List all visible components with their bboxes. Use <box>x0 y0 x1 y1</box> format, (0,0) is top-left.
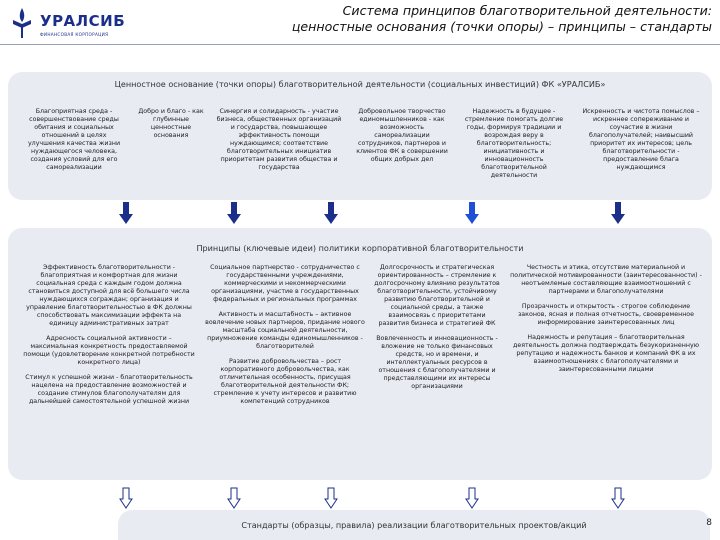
values-heading: Ценностное основание (точки опоры) благотворительной деятельности (социальных инвестиций) ФК «УРАЛСИБ» <box>114 79 606 89</box>
logo-subtitle: ФИНАНСОВАЯ КОРПОРАЦИЯ <box>40 32 109 37</box>
principle-item: Социальное партнерство - сотрудничество с государственными учреждениями, коммерческими и некоммерческими организациями, участие в государственных федеральных и региональных программах <box>210 264 360 303</box>
principle-item: Надежность и репутация – благотворительная деятельность должна подтверждать безукоризненную репутацию и надежность банков и компаний ФК в их взаимоотношениях с благополучателями и заинтересованными лицами <box>512 334 699 373</box>
principle-item: Долгосрочность и стратегическая ориентированность – стремление к долгосрочному влиянию результатов благотворительности, устойчивому развитию благотворительной и социальной среды, а также взаимосвязь с приоритетами развития бизнеса и стратегией ФК <box>374 264 500 327</box>
page-title <box>192 3 712 35</box>
principles-column-3 <box>374 264 500 398</box>
header-divider <box>0 44 720 45</box>
logo <box>8 6 126 46</box>
down-arrow-icon <box>611 202 625 224</box>
principles-column-4 <box>508 264 704 381</box>
principle-item: Эффективность благотворительности - благоприятная и комфортная для жизни социальная среда с каждым годом должна становиться доступной для всё большего числа нуждающихся сограждан; организация и управление благотворительностью в ФК должны способствовать максимизации эффекта на единицу административных затрат <box>26 264 192 327</box>
principles-column-1 <box>22 264 196 413</box>
principles-column-2 <box>202 264 368 413</box>
down-arrow-icon <box>119 202 133 224</box>
outline-down-arrow-icon <box>227 487 241 509</box>
outline-down-arrow-icon <box>119 487 133 509</box>
principle-item: Развитие добровольчества – рост корпоративного добровольчества, как отличительная особенность, присущая благотворительной деятельности ФК; стремление к учету интересов и развитию компетенций сотрудников <box>213 358 357 405</box>
principle-item: Честность и этика, отсутствие материальной и политической мотивированности (заинтересованности) - неотъемлемые составляющие взаимоотношений с партнерами и благополучателями <box>510 264 702 295</box>
principle-item: Прозрачность и открытость - строгое соблюдение законов, ясная и полная отчетность, своевременное информирование заинтересованных лиц <box>517 303 695 326</box>
outline-down-arrow-icon <box>611 487 625 509</box>
principle-item: Активность и масштабность – активное вовлечение новых партнеров, придание нового масштаба социальной деятельности, приумножение команды единомышленников - благотворителей <box>205 311 365 350</box>
principles-panel <box>8 228 712 480</box>
title-line-1: Система принципов благотворительной деятельности: <box>342 3 712 18</box>
value-column-3: Синергия и солидарность - участие бизнеса, общественных организаций и государства, повышающее эффективность помощи нуждающимся; соответствие благотворительных инициатив приоритетам развития общества и государства <box>216 108 342 171</box>
value-column-5: Надежность в будущее - стремление помогать долгие годы, формируя традиции и возрождая веру в благотворительность; инициативность и инновационность благотворительной деятельности <box>464 108 564 179</box>
value-column-4: Добровольное творчество единомышленников - как возможность самореализации сотрудников, партнеров и клиентов ФК в совершении общих добрых дел <box>356 108 448 163</box>
principles-heading: Принципы (ключевые идеи) политики корпоративной благотворительности <box>196 243 524 253</box>
values-panel <box>8 72 712 200</box>
standards-panel <box>118 510 710 540</box>
principle-item: Стимул к успешной жизни - благотворительность нацелена на предоставление возможностей и создание стимулов благополучателям для дальнейшей самостоятельной успешной жизни <box>25 374 193 405</box>
down-arrow-icon <box>465 202 479 224</box>
outline-down-arrow-icon <box>465 487 479 509</box>
value-column-6: Искренность и чистота помыслов – искреннее сопереживание и соучастие в жизни благополучателей; наивысший приоритет их интересов; цель благотворительности - предоставление блага нуждающимся <box>582 108 700 171</box>
outline-down-arrow-icon <box>324 487 338 509</box>
logo-name: УРАЛСИБ <box>40 12 126 30</box>
title-line-2: ценностные основания (точки опоры) – принципы – стандарты <box>291 19 712 34</box>
value-column-2: Добро и благо - как глубинные ценностные основания <box>138 108 204 139</box>
value-column-1: Благоприятная среда - совершенствование среды обитания и социальных отношений в целях улучшения качества жизни нуждающегося человека, создания условий для его самореализации <box>27 108 121 171</box>
principle-item: Вовлеченность и инновационность - вложение не только финансовых средств, но и времени, и интеллектуальных ресурсов в отношения с благополучателями и представляющими их интересы организациями <box>376 335 498 390</box>
down-arrow-icon <box>227 202 241 224</box>
standards-heading: Стандарты (образцы, правила) реализации благотворительных проектов/акций <box>241 520 587 530</box>
logo-mark-icon <box>10 8 34 38</box>
principle-item: Адресность социальной активности – максимальная конкретность предоставляемой помощи (удовлетворение конкретной потребности конкретного лица) <box>23 335 195 366</box>
page-number: 8 <box>706 518 712 528</box>
down-arrow-icon <box>324 202 338 224</box>
